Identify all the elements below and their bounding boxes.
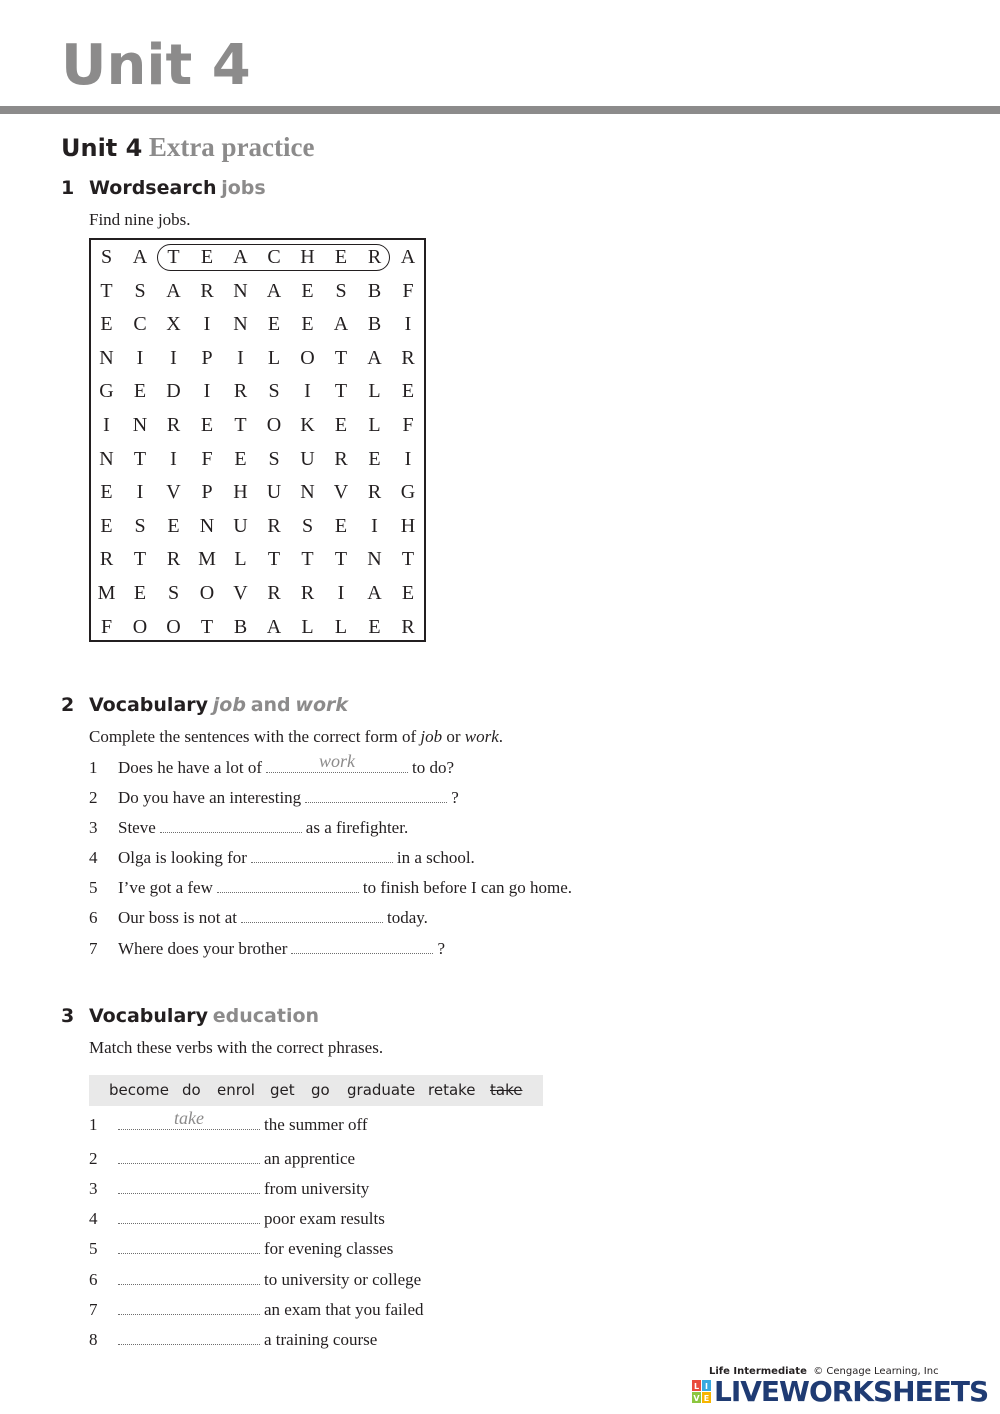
- sentence-start: Steve: [118, 818, 156, 837]
- exercise-topic: education: [212, 1005, 320, 1027]
- grid-cell[interactable]: H: [300, 246, 316, 268]
- exercise-number: 3: [61, 1005, 75, 1027]
- grid-cell[interactable]: E: [167, 514, 181, 537]
- word-box: [89, 1075, 543, 1106]
- grid-cell[interactable]: N: [99, 447, 115, 470]
- grid-cell[interactable]: G: [99, 380, 115, 403]
- grid-cell[interactable]: A: [166, 279, 182, 302]
- grid-cell[interactable]: P: [201, 346, 214, 369]
- item-number: 3: [89, 818, 98, 837]
- exercise-topic-a: job: [212, 694, 246, 716]
- grid-cell[interactable]: X: [166, 313, 182, 336]
- answer-text: work: [318, 751, 355, 771]
- sentence-end: in a school.: [396, 848, 475, 867]
- exercise-2-heading: [61, 692, 348, 719]
- grid-cell[interactable]: R: [300, 582, 316, 604]
- grid-cell[interactable]: T: [133, 447, 148, 470]
- grid-cell[interactable]: S: [134, 514, 147, 537]
- grid-cell[interactable]: A: [400, 246, 417, 268]
- grid-cell[interactable]: E: [368, 447, 382, 470]
- item-number: 1: [89, 758, 98, 777]
- grid-cell[interactable]: U: [300, 447, 316, 470]
- item-number: 3: [89, 1179, 98, 1198]
- grid-cell[interactable]: I: [404, 447, 413, 470]
- answer-blank[interactable]: [160, 831, 302, 833]
- liveworksheets-wordmark: LIVEWORKSHEETS: [714, 1375, 989, 1408]
- grid-cell[interactable]: S: [335, 279, 348, 302]
- grid-cell[interactable]: G: [400, 481, 417, 504]
- grid-cell[interactable]: B: [367, 279, 383, 302]
- item-number: 8: [89, 1330, 98, 1349]
- grid-cell[interactable]: I: [304, 380, 312, 403]
- exercise-topic: jobs: [221, 177, 266, 199]
- grid-cell[interactable]: F: [100, 615, 114, 638]
- liveworksheets-mark-icon: [692, 1380, 712, 1404]
- grid-cell[interactable]: I: [170, 447, 178, 470]
- grid-cell[interactable]: O: [266, 414, 283, 436]
- word-box-verb[interactable]: get: [270, 1081, 295, 1099]
- grid-cell[interactable]: T: [334, 380, 349, 403]
- word-box-verb[interactable]: graduate: [347, 1081, 416, 1099]
- phrase: the summer off: [264, 1115, 368, 1134]
- grid-cell[interactable]: R: [334, 447, 349, 470]
- grid-cell[interactable]: I: [136, 346, 145, 369]
- grid-cell[interactable]: L: [301, 615, 315, 638]
- answer-blank[interactable]: [118, 1343, 260, 1345]
- grid-cell[interactable]: E: [334, 514, 349, 537]
- grid-cell[interactable]: F: [402, 414, 415, 436]
- word-box-verb[interactable]: enrol: [217, 1081, 255, 1099]
- section-unit: Unit 4: [61, 134, 143, 162]
- grid-cell[interactable]: E: [301, 313, 315, 336]
- item-number: 4: [89, 848, 98, 867]
- liveworksheets-logo: [692, 1376, 992, 1408]
- grid-cell[interactable]: T: [200, 615, 215, 638]
- grid-cell[interactable]: U: [266, 481, 283, 504]
- item-number: 2: [89, 788, 98, 807]
- answer-blank[interactable]: [217, 891, 359, 893]
- exercise-number: 1: [61, 177, 75, 199]
- grid-cell[interactable]: R: [401, 615, 416, 638]
- item-number: 5: [89, 878, 98, 897]
- exercise-topic-and: and: [250, 694, 291, 716]
- grid-cell[interactable]: P: [201, 481, 214, 504]
- grid-cell[interactable]: V: [333, 481, 350, 504]
- answer-blank[interactable]: [118, 1192, 260, 1194]
- grid-cell[interactable]: L: [368, 414, 382, 436]
- unit-title: Unit 4: [61, 33, 251, 98]
- grid-cell[interactable]: I: [237, 346, 245, 369]
- grid-cell[interactable]: S: [301, 514, 315, 537]
- sentence-start: Where does your brother: [118, 939, 288, 958]
- grid-cell[interactable]: R: [99, 548, 115, 571]
- grid-cell[interactable]: B: [367, 313, 383, 336]
- sentence-end: ?: [437, 939, 446, 958]
- grid-cell[interactable]: R: [166, 414, 182, 436]
- word-box-verb[interactable]: go: [311, 1081, 330, 1099]
- answer-blank[interactable]: [241, 921, 383, 923]
- grid-cell[interactable]: I: [203, 313, 212, 336]
- sentence-start: Olga is looking for: [118, 848, 247, 867]
- section-heading: [61, 130, 315, 165]
- copyright: © Cengage Learning, Inc: [813, 1366, 939, 1377]
- item-number: 7: [89, 939, 98, 958]
- exercise-3-instruction: Match these verbs with the correct phrases.: [89, 1038, 384, 1057]
- grid-cell[interactable]: T: [334, 548, 349, 571]
- grid-cell[interactable]: H: [233, 481, 249, 504]
- word-box-verb[interactable]: take: [490, 1081, 523, 1099]
- grid-cell[interactable]: A: [367, 582, 383, 604]
- grid-cell[interactable]: T: [267, 548, 282, 571]
- grid-cell[interactable]: A: [367, 346, 383, 369]
- grid-cell[interactable]: K: [300, 414, 316, 436]
- grid-cell[interactable]: E: [200, 246, 215, 268]
- grid-cell[interactable]: O: [132, 615, 149, 638]
- grid-cell[interactable]: E: [200, 414, 215, 436]
- section-title: Extra practice: [148, 132, 315, 162]
- grid-cell[interactable]: R: [200, 279, 215, 302]
- grid-cell[interactable]: V: [233, 582, 249, 604]
- instruction-text: Complete the sentences with the correct form of: [89, 727, 421, 746]
- grid-cell[interactable]: U: [233, 514, 249, 537]
- grid-cell[interactable]: R: [367, 246, 383, 268]
- grid-cell[interactable]: T: [167, 246, 181, 268]
- grid-cell[interactable]: S: [167, 582, 181, 604]
- word-box-verb[interactable]: retake: [428, 1081, 476, 1099]
- grid-cell[interactable]: O: [166, 615, 182, 638]
- item-number: 7: [89, 1300, 98, 1319]
- phrase: poor exam results: [264, 1209, 385, 1228]
- exercise-2-instruction: [89, 725, 503, 749]
- sentence-end: today.: [387, 908, 428, 927]
- grid-cell[interactable]: B: [233, 615, 249, 638]
- grid-cell[interactable]: L: [368, 380, 382, 403]
- answer-blank[interactable]: [251, 861, 393, 863]
- phrase: a training course: [264, 1330, 378, 1349]
- grid-cell[interactable]: D: [166, 380, 182, 403]
- grid-cell[interactable]: R: [267, 582, 282, 604]
- exercise-keyword: Vocabulary: [89, 694, 209, 716]
- grid-cell[interactable]: A: [132, 246, 149, 268]
- grid-cell[interactable]: R: [267, 514, 282, 537]
- phrase: to university or college: [264, 1270, 422, 1289]
- grid-cell[interactable]: O: [300, 346, 316, 369]
- grid-cell[interactable]: E: [334, 414, 349, 436]
- grid-cell[interactable]: T: [301, 548, 315, 571]
- answer-blank[interactable]: [266, 751, 408, 773]
- grid-cell[interactable]: E: [133, 380, 148, 403]
- exercise-1-instruction: Find nine jobs.: [89, 210, 191, 229]
- phrase: for evening classes: [264, 1239, 394, 1258]
- grid-cell[interactable]: O: [199, 582, 216, 604]
- grid-cell[interactable]: I: [337, 582, 346, 604]
- sentence-end: ?: [451, 788, 459, 807]
- word-box-verb[interactable]: do: [182, 1081, 201, 1099]
- instruction-job: job: [420, 727, 443, 746]
- grid-cell[interactable]: T: [100, 279, 114, 302]
- sentence-start: I’ve got a few: [118, 878, 213, 897]
- answer-blank[interactable]: [118, 1108, 260, 1130]
- answer-blank[interactable]: [118, 1222, 260, 1224]
- exercise-keyword: Vocabulary: [89, 1005, 209, 1027]
- grid-cell[interactable]: N: [367, 548, 383, 571]
- sentence-start: Our boss is not at: [118, 908, 237, 927]
- grid-cell[interactable]: V: [166, 481, 182, 504]
- grid-cell[interactable]: T: [133, 548, 148, 571]
- grid-cell[interactable]: E: [334, 246, 349, 268]
- item-number: 5: [89, 1239, 98, 1258]
- grid-cell[interactable]: N: [300, 481, 316, 504]
- grid-cell[interactable]: E: [100, 481, 114, 504]
- sentence-end: to do?: [411, 758, 455, 777]
- grid-cell[interactable]: N: [132, 414, 149, 436]
- answer-blank[interactable]: [291, 952, 433, 954]
- grid-cell[interactable]: E: [267, 313, 282, 336]
- grid-cell[interactable]: H: [400, 514, 417, 537]
- exercise-3-heading: [61, 1003, 319, 1030]
- grid-cell[interactable]: A: [333, 313, 350, 336]
- grid-cell[interactable]: T: [401, 548, 416, 571]
- grid-cell[interactable]: E: [301, 279, 315, 302]
- grid-cell[interactable]: N: [233, 279, 249, 302]
- grid-cell[interactable]: T: [334, 346, 349, 369]
- grid-cell[interactable]: L: [334, 615, 349, 638]
- grid-cell[interactable]: I: [170, 346, 178, 369]
- grid-cell[interactable]: S: [268, 380, 281, 403]
- instruction-work: work: [464, 727, 499, 746]
- sentence-start: Does he have a lot of: [118, 758, 262, 777]
- answer-blank[interactable]: [305, 801, 447, 803]
- grid-cell[interactable]: N: [233, 313, 249, 336]
- phrase: an exam that you failed: [264, 1300, 424, 1319]
- item-number: 6: [89, 908, 98, 927]
- exercise-keyword: Wordsearch: [89, 177, 217, 199]
- grid-cell[interactable]: R: [166, 548, 182, 571]
- title-rule: [0, 106, 1000, 114]
- grid-cell[interactable]: M: [198, 548, 217, 571]
- exercise-topic-b: work: [295, 694, 349, 716]
- grid-cell[interactable]: A: [266, 279, 283, 302]
- grid-cell[interactable]: R: [233, 380, 249, 403]
- grid-cell[interactable]: E: [234, 447, 248, 470]
- wordsearch-grid: [89, 238, 426, 642]
- grid-cell[interactable]: A: [266, 615, 283, 638]
- grid-cell[interactable]: E: [368, 615, 382, 638]
- grid-cell[interactable]: S: [134, 279, 147, 302]
- grid-cell[interactable]: I: [136, 481, 145, 504]
- grid-cell[interactable]: R: [401, 346, 416, 369]
- book-title: Life Intermediate: [709, 1366, 807, 1377]
- answer-blank[interactable]: [118, 1162, 260, 1164]
- answer-blank[interactable]: [118, 1313, 260, 1315]
- grid-cell[interactable]: L: [267, 346, 282, 369]
- grid-cell[interactable]: M: [97, 582, 117, 604]
- found-word-circle: [157, 244, 390, 271]
- grid-cell[interactable]: S: [268, 447, 281, 470]
- answer-blank[interactable]: [118, 1252, 260, 1254]
- grid-cell[interactable]: I: [404, 313, 413, 336]
- word-box-verb[interactable]: become: [109, 1081, 170, 1099]
- grid-cell[interactable]: N: [199, 514, 216, 537]
- grid-cell[interactable]: C: [133, 313, 148, 336]
- instruction-end: .: [498, 727, 504, 746]
- grid-cell[interactable]: A: [233, 246, 249, 268]
- answer-blank[interactable]: [118, 1283, 260, 1285]
- answer-text: take: [174, 1108, 204, 1128]
- exercise-number: 2: [61, 694, 75, 716]
- mark-letter: I: [705, 1382, 708, 1391]
- grid-cell[interactable]: E: [401, 380, 416, 403]
- grid-cell[interactable]: F: [402, 279, 415, 302]
- sentence-end: as a firefighter.: [305, 818, 409, 837]
- grid-cell[interactable]: I: [371, 514, 379, 537]
- instruction-or: or: [442, 727, 465, 746]
- grid-cell[interactable]: F: [201, 447, 214, 470]
- mark-letter: V: [693, 1394, 700, 1403]
- grid-cell[interactable]: E: [100, 514, 114, 537]
- sentence-start: Do you have an interesting: [118, 788, 302, 807]
- item-number: 2: [89, 1149, 98, 1168]
- grid-cell[interactable]: E: [133, 582, 148, 604]
- grid-cell[interactable]: R: [367, 481, 383, 504]
- mark-letter: E: [703, 1394, 710, 1403]
- exercise-1-heading: [61, 175, 266, 202]
- grid-cell[interactable]: E: [401, 582, 416, 604]
- item-number: 1: [89, 1115, 98, 1134]
- grid-cell[interactable]: I: [203, 380, 212, 403]
- grid-cell[interactable]: T: [234, 414, 248, 436]
- grid-cell[interactable]: N: [99, 346, 115, 369]
- item-number: 6: [89, 1270, 98, 1289]
- mark-letter: L: [693, 1382, 700, 1391]
- grid-cell[interactable]: L: [234, 548, 248, 571]
- grid-cell[interactable]: S: [100, 246, 114, 268]
- phrase: from university: [264, 1179, 370, 1198]
- phrase: an apprentice: [264, 1149, 356, 1168]
- sentence-end: to finish before I can go home.: [362, 878, 573, 897]
- grid-cell[interactable]: C: [267, 246, 282, 268]
- item-number: 4: [89, 1209, 98, 1228]
- grid-cell[interactable]: I: [103, 414, 111, 436]
- grid-cell[interactable]: E: [100, 313, 114, 336]
